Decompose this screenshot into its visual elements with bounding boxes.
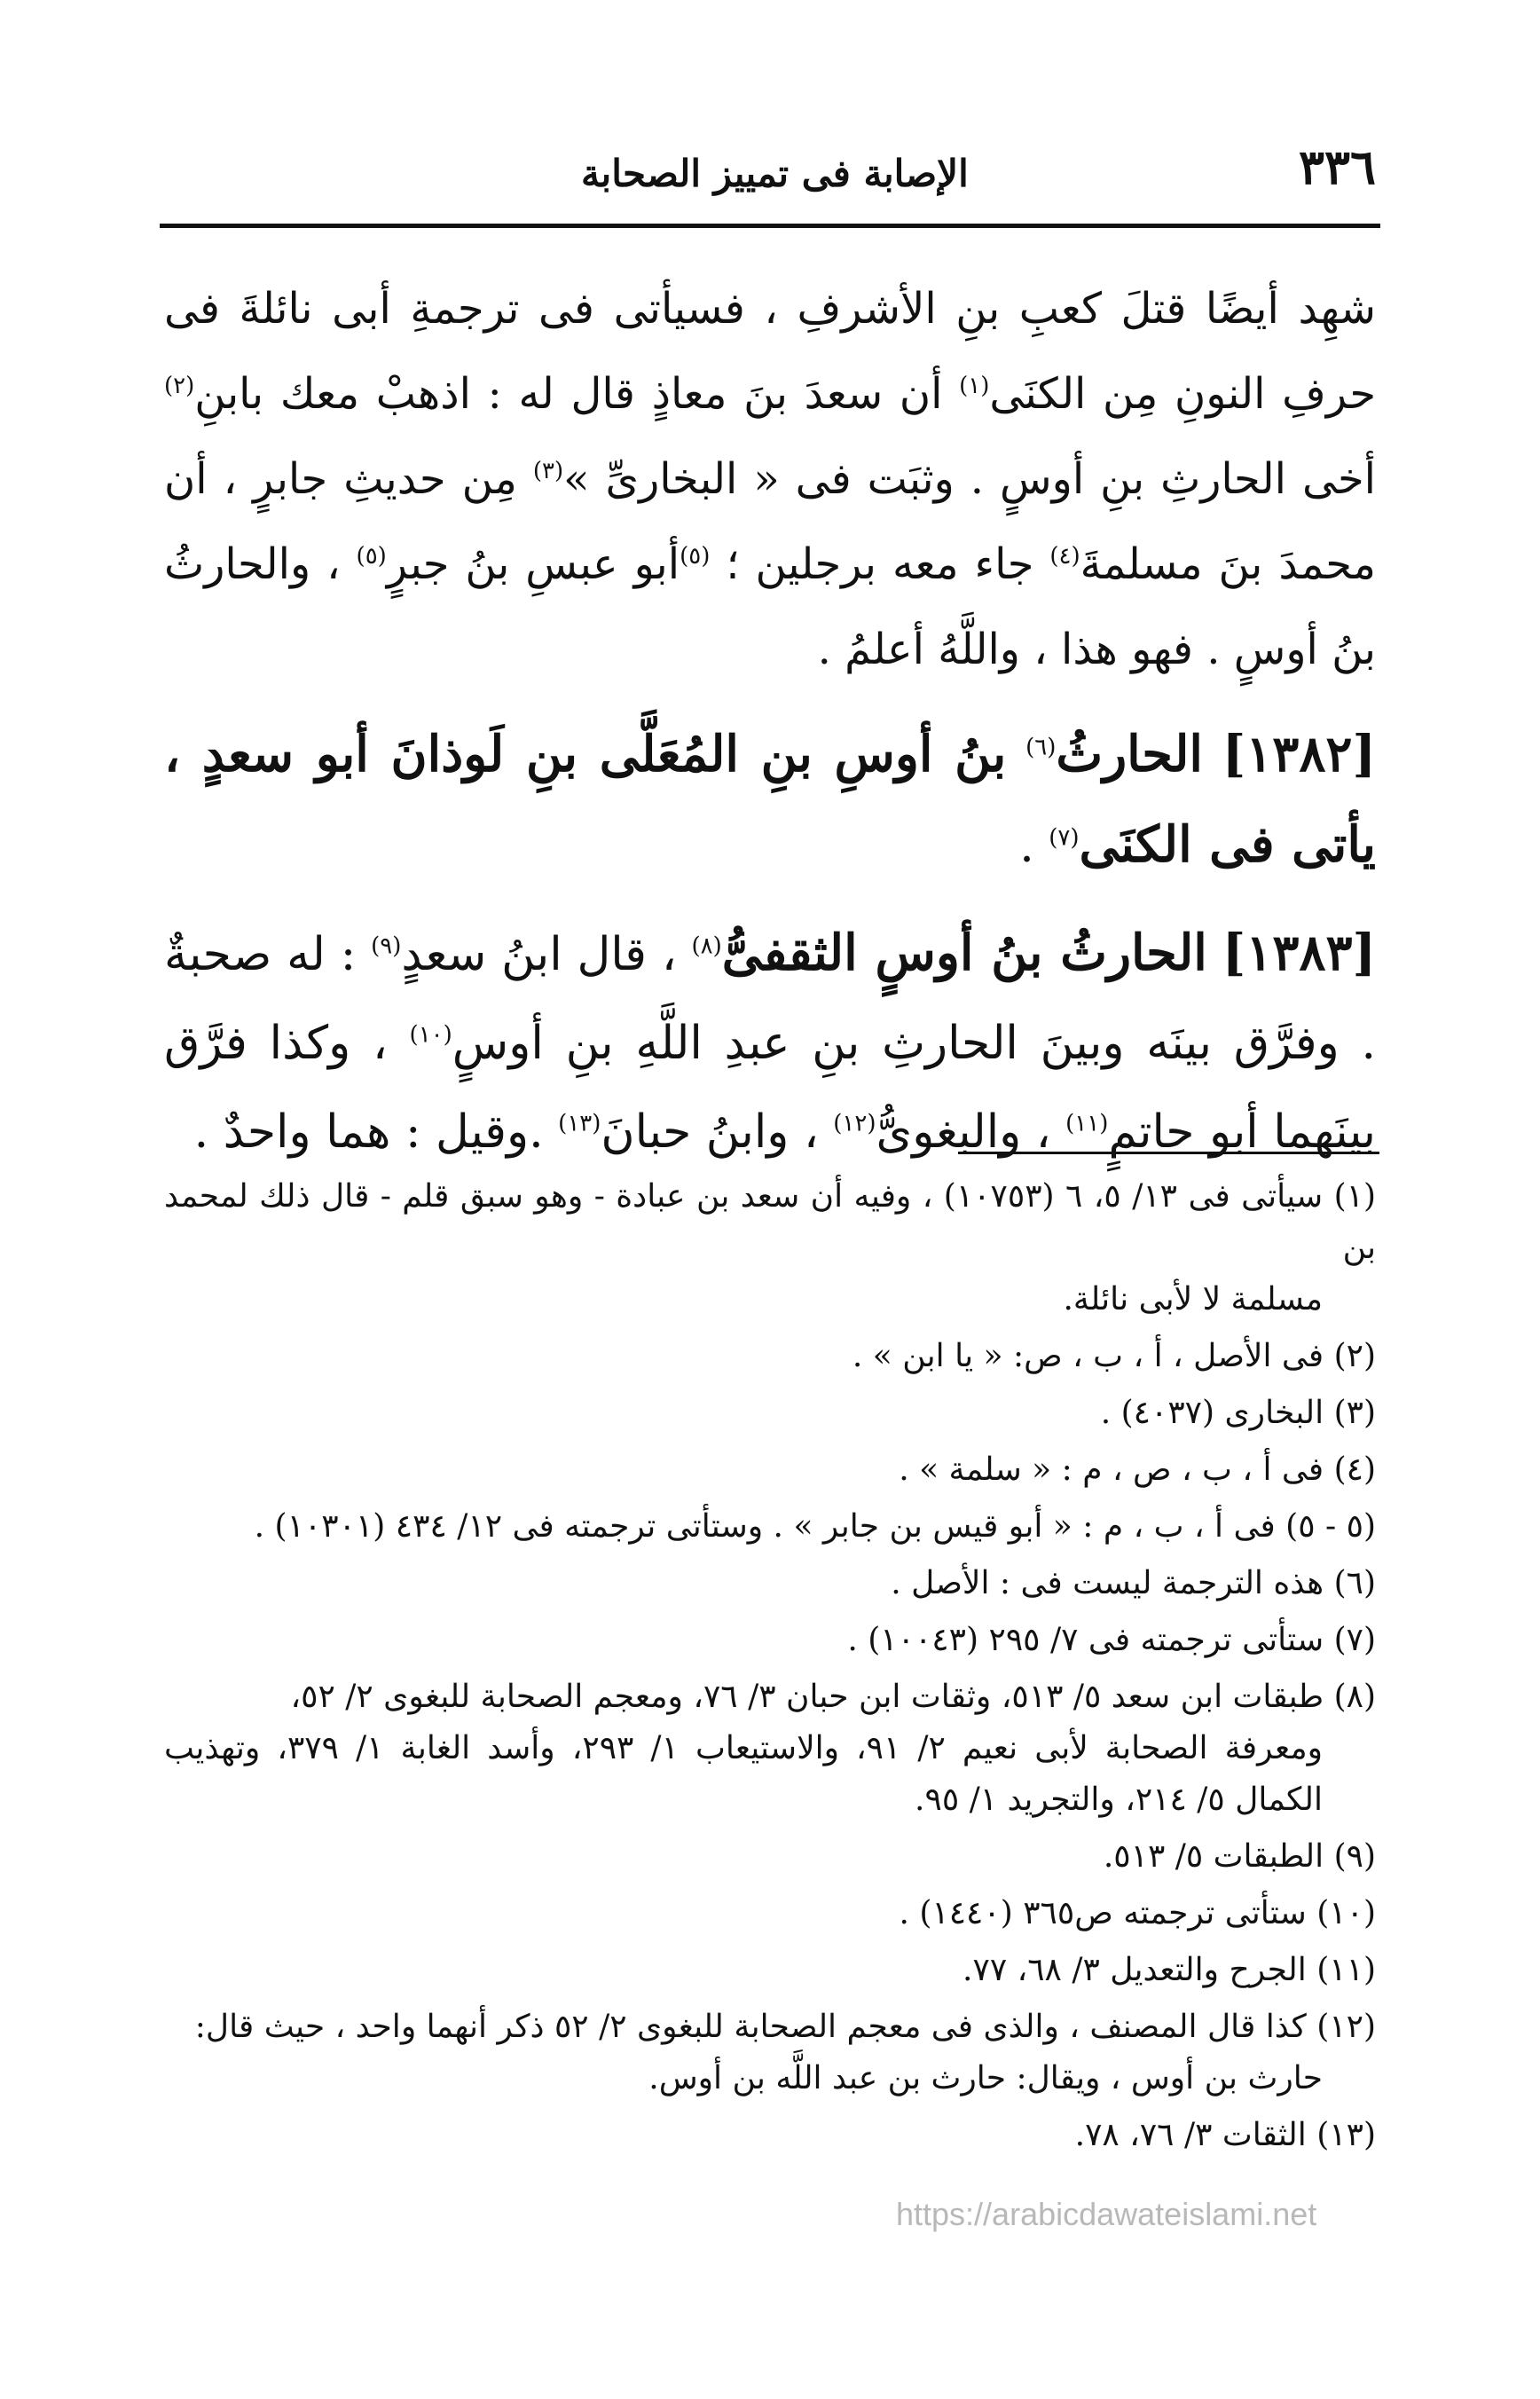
footnote-ref: (١١): [1065, 1110, 1109, 1137]
footnote: (١١) الجرح والتعديل ٣/ ٦٨، ٧٧.: [962, 1952, 1376, 1988]
footnote-ref: (٥): [356, 543, 387, 570]
footnote-label: (٨): [1333, 1679, 1376, 1715]
footnotes: [164, 1171, 1376, 2167]
footnote-label: (٩): [1333, 1838, 1376, 1875]
footnote: (٢) فى الأصل ، أ ، ب ، ص: « يا ابن » .: [852, 1338, 1376, 1374]
footnote-ref: (٦): [1025, 734, 1057, 761]
footnote: (١٣) الثقات ٣/ ٧٦، ٧٨.: [1074, 2117, 1376, 2153]
footnote-label: (١١): [1316, 1952, 1376, 1988]
footnote-label: (٦): [1333, 1565, 1376, 1601]
page-header: [164, 133, 1376, 195]
main-text: [164, 266, 1376, 1176]
entry-number: [١٣٨٢]: [1222, 725, 1376, 783]
footnote: (٥ - ٥) فى أ ، ب ، م : « أبو قيس بن جابر » . وستأتى ترجمته فى ١٢/ ٤٣٤ (١٠٣٠١) .: [254, 1508, 1376, 1545]
footnote-label: (٢): [1333, 1338, 1376, 1374]
footnote: (٧) ستأتى ترجمته فى ٧/ ٢٩٥ (١٠٠٤٣) .: [847, 1622, 1376, 1658]
footnote-ref: (٩): [371, 932, 402, 960]
footnote: (١٠) ستأتى ترجمته ص٣٦٥ (١٤٤٠) .: [899, 1895, 1376, 1931]
footnote-ref: (٢): [164, 373, 195, 399]
footnote: (٦) هذه الترجمة ليست فى : الأصل .: [891, 1565, 1376, 1601]
entry-1383: [١٣٨٣] الحارثُ بنُ أوسٍ الثقفىُّ$^{(٨)}$ ، قال ابنُ سعدٍ$^{(٩)}$ : له صحبةٌ . وفرَّق بينَه وبينَ الحارثِ بنِ عبدِ اللَّهِ بنِ أوسٍ$^{(١٠)}$ ، وكذا فرَّق بينَهما أبو حاتمٍ$^{(١١)}$ ، والبغوىُّ$^{(١٢)}$ ، وابنُ حبانَ$^{(١٣)}$ .وقيل : هما واحدٌ .: [164, 924, 1377, 1159]
footnote-ref: (١٢): [833, 1110, 876, 1137]
entry-name: الحارثُ: [1056, 725, 1203, 783]
entry-number: [١٣٨٣]: [1222, 924, 1377, 982]
footnote-label: (١٠): [1316, 1895, 1376, 1931]
book-title: الإصابة فى تمييز الصحابة: [581, 152, 969, 195]
footnote-ref: (٣): [532, 458, 564, 484]
page-number: ٣٣٦: [1298, 138, 1376, 195]
footnote-ref: (١): [959, 373, 990, 399]
footnote-label: (٣): [1333, 1395, 1376, 1431]
footnote-label: (٥ - ٥): [1285, 1508, 1376, 1545]
footnote-label: (١٢): [1316, 2009, 1376, 2045]
footnote-label: (١٣): [1316, 2117, 1376, 2153]
footnote-label: (٧): [1333, 1622, 1376, 1658]
footnote: (٩) الطبقات ٥/ ٥١٣.: [1103, 1838, 1376, 1875]
footnote: (١) سيأتى فى ١٣/ ٥، ٦ (١٠٧٥٣) ، وفيه أن سعد بن عبادة - وهو سبق قلم - قال ذلك لمحمد بن مسلمة لا لأبى نائلة.: [164, 1178, 1376, 1317]
intro-paragraph: شهِد أيضًا قتلَ كعبِ بنِ الأشرفِ ، فسيأتى فى ترجمةِ أبى نائلةَ فى حرفِ النونِ مِن الكنَى$^{(١)}$ أن سعدَ بنَ معاذٍ قال له : اذهبْ معك بابنِ$^{(٢)}$ أخى الحارثِ بنِ أوسٍ . وثبَت فى « البخارىِّ »$^{(٣)}$ مِن حديثِ جابرٍ ، أن محمدَ بنَ مسلمةَ$^{(٤)}$ جاء معه برجلين ؛ $^{(٥)}$أبو عبسِ بنُ جبرٍ$^{(٥)}$ ، والحارثُ بنُ أوسٍ . فهو هذا ، واللَّهُ أعلمُ .: [164, 284, 1377, 674]
footnote-separator: [958, 1152, 1379, 1154]
watermark-url: https://arabicdawateislami.net: [896, 2196, 1317, 2232]
footnote-label: (٤): [1333, 1451, 1376, 1488]
footnote-ref: (٨): [691, 932, 722, 960]
entry-name: الحارثُ بنُ أوسٍ الثقفىُّ: [721, 924, 1207, 982]
entry-1382: [١٣٨٢] الحارثُ$^{(٦)}$ بنُ أوسِ بنِ المُعَلَّى بنِ لَوذانَ أبو سعدٍ ، يأتى فى الكنَى$^{(٧)}$ .: [164, 725, 1376, 874]
footnote: (٣) البخارى (٤٠٣٧) .: [1100, 1395, 1376, 1431]
footnote: (٤) فى أ ، ب ، ص ، م : « سلمة » .: [899, 1451, 1376, 1488]
footnote-ref: (٥): [680, 543, 711, 570]
footnote: (٨) طبقات ابن سعد ٥/ ٥١٣، وثقات ابن حبان ٣/ ٧٦، ومعجم الصحابة للبغوى ٢/ ٥٢، ومعرفة الصحابة لأبى نعيم ٢/ ٩١، والاستيعاب ١/ ٢٩٣، وأسد الغابة ١/ ٣٧٩، وتهذيب الكمال ٥/ ٢١٤، والتجريد ١/ ٩٥.: [164, 1679, 1376, 1818]
footnote: (١٢) كذا قال المصنف ، والذى فى معجم الصحابة للبغوى ٢/ ٥٢ ذكر أنهما واحد ، حيث قال: حارث بن أوس ، ويقال: حارث بن عبد اللَّه بن أوس.: [194, 2009, 1376, 2096]
footnote-ref: (١٣): [558, 1110, 601, 1137]
footnote-label: (١): [1333, 1178, 1376, 1215]
footnote-ref: (١٠): [409, 1021, 452, 1049]
footnote-ref: (٤): [1049, 543, 1080, 570]
footnote-ref: (٧): [1049, 824, 1080, 852]
header-rule: [160, 224, 1380, 228]
